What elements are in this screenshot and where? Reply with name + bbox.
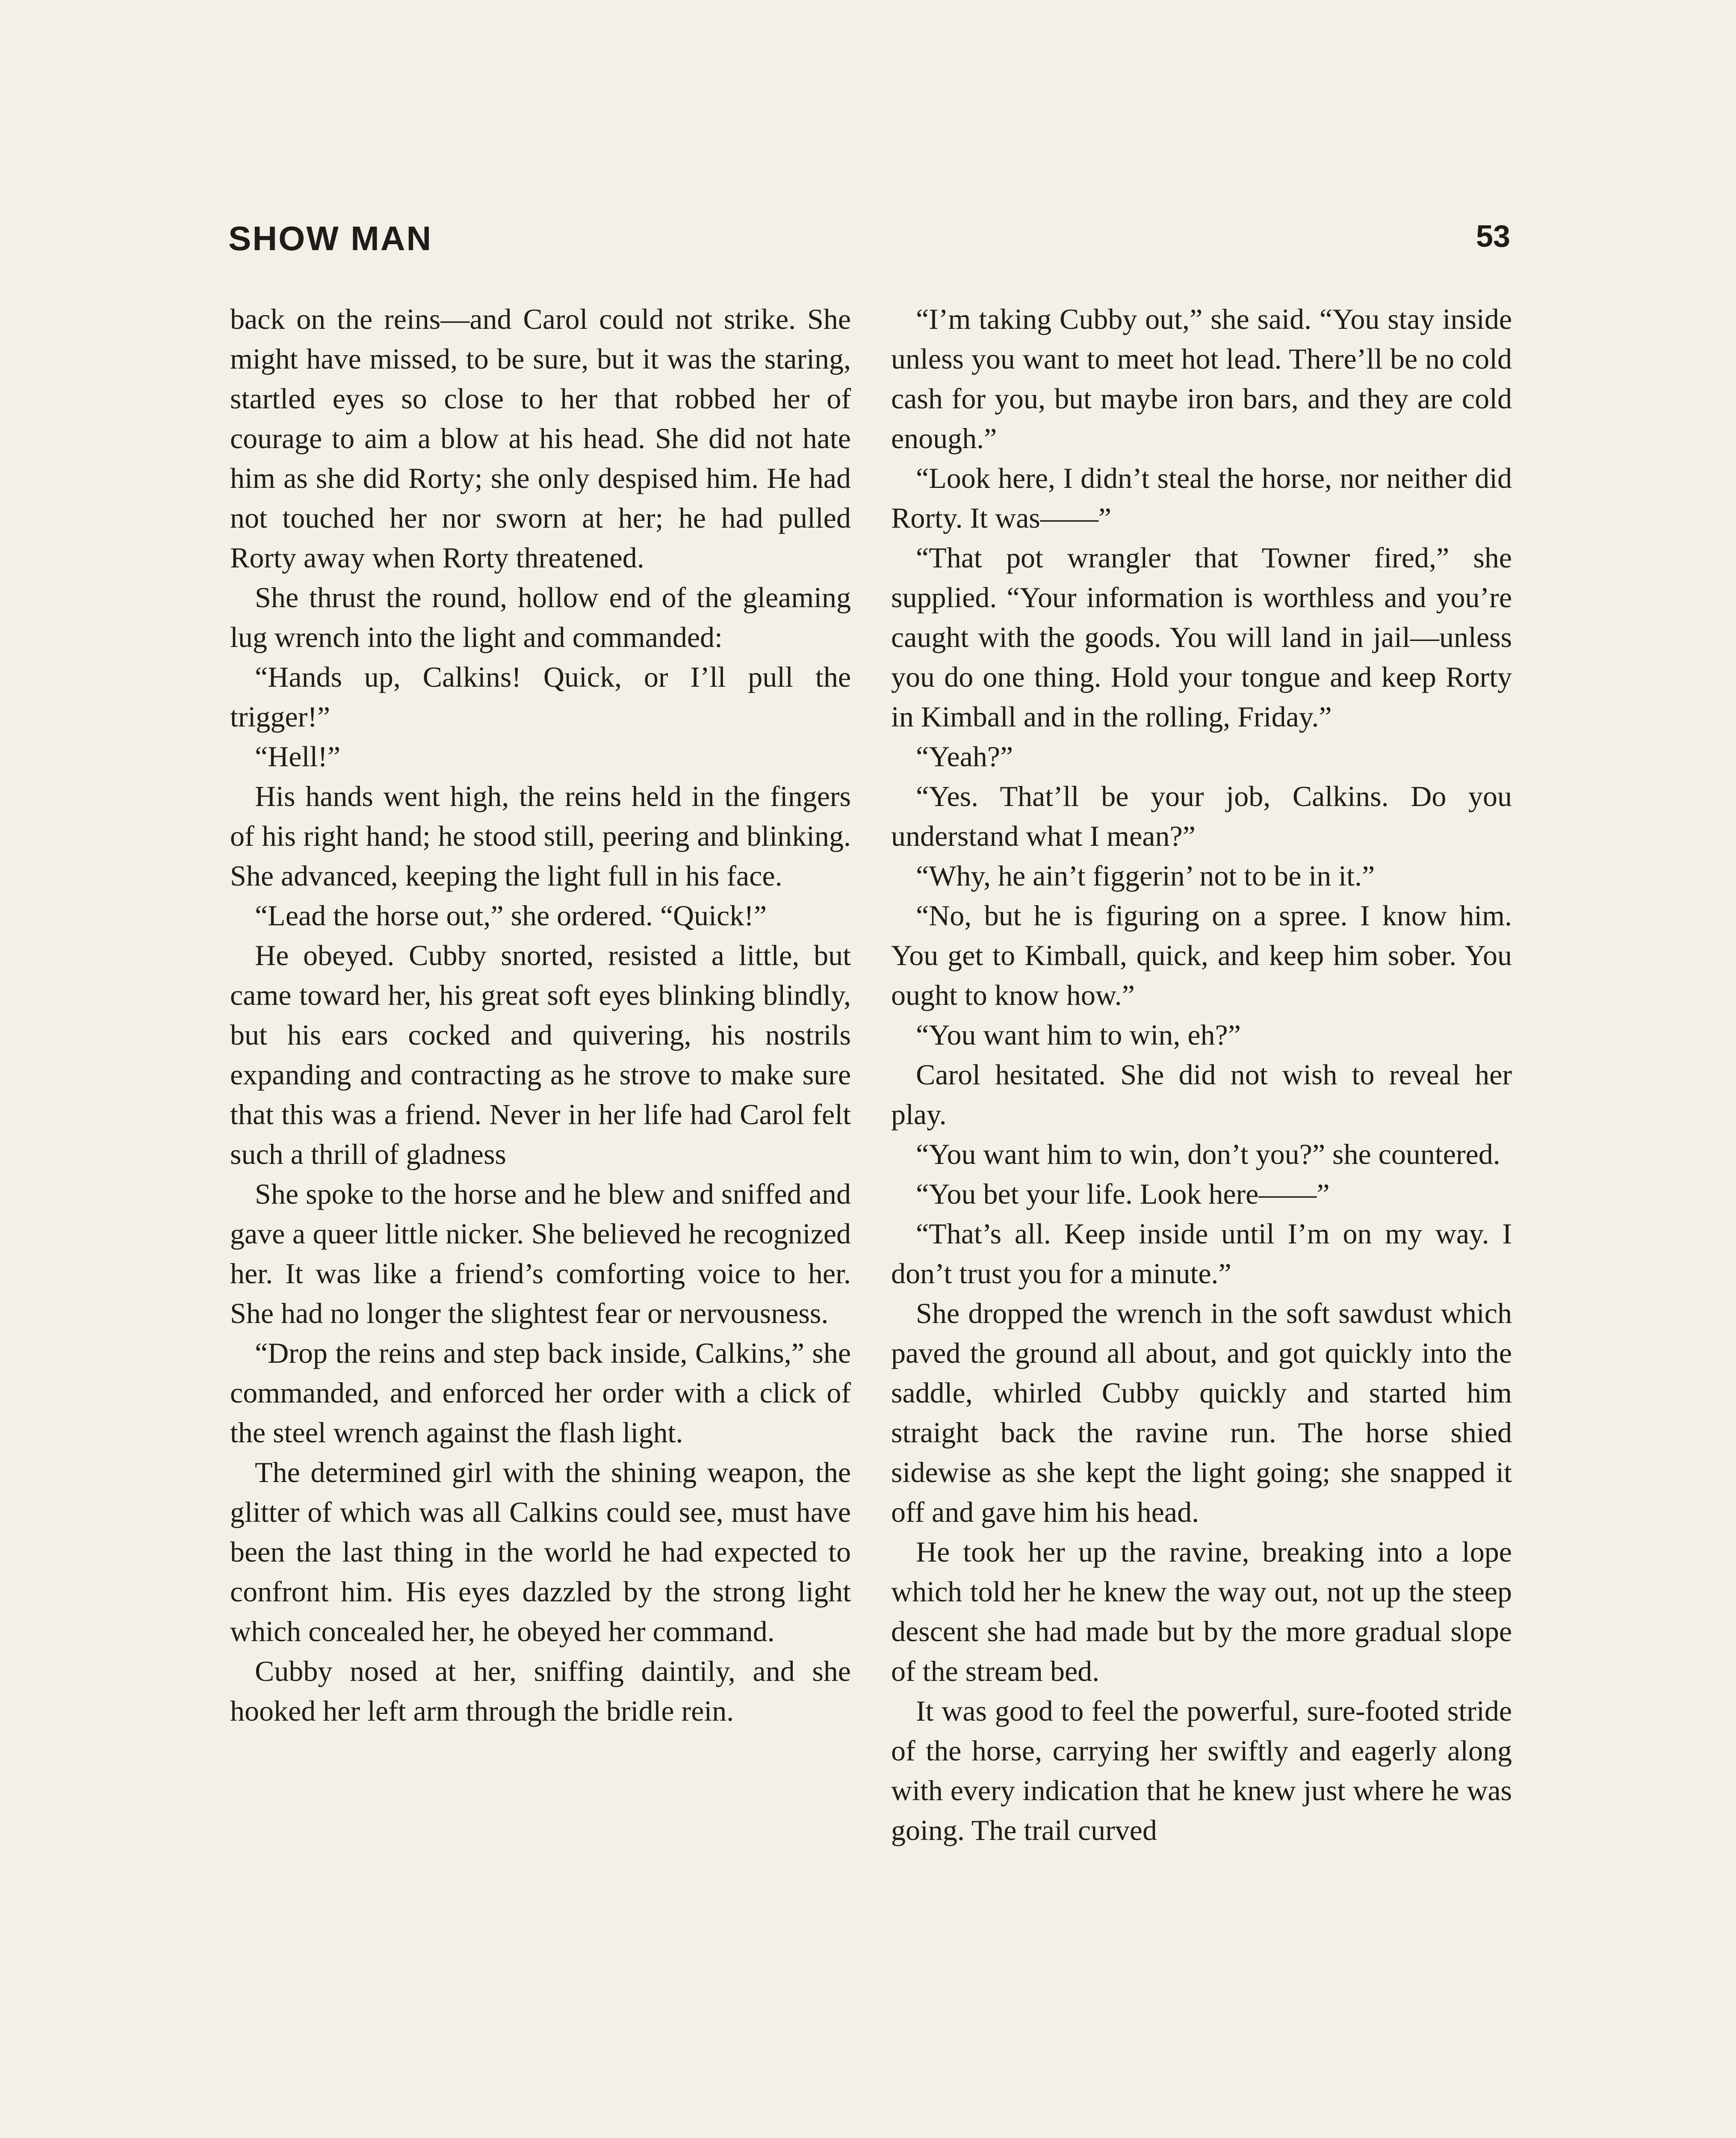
- paragraph: “Hell!”: [255, 740, 341, 773]
- paragraph: The determined girl with the shining weapon, the glitter of which was all Calkins could see, must have been the last thing in the world he had expected to confront him. His eyes dazzled by the strong light which concealed her, he obeyed her command.: [230, 1456, 851, 1648]
- page-header: [228, 219, 1510, 266]
- paragraph: “Lead the horse out,” she ordered. “Quick!”: [255, 899, 767, 932]
- paragraph: She thrust the round, hollow end of the gleaming lug wrench into the light and commanded:: [230, 581, 851, 653]
- paragraph: back on the reins—and Carol could not strike. She might have missed, to be sure, but it was the staring, startled eyes so close to her that robbed her of courage to aim a blow at his head. She did not hate him as she did Rorty; she only despised him. He had not touched her nor sworn at her; he had pulled Rorty away when Rorty threatened.: [230, 303, 851, 574]
- paragraph: “That’s all. Keep inside until I’m on my way. I don’t trust you for a minute.”: [891, 1217, 1512, 1290]
- paragraph: “You want him to win, don’t you?” she countered.: [916, 1138, 1500, 1170]
- left-text-column: [230, 299, 851, 1731]
- running-title: SHOW MAN: [228, 219, 433, 257]
- paragraph: He obeyed. Cubby snorted, resisted a little, but came toward her, his great soft eyes blinking blindly, but his ears cocked and quivering, his nostrils expanding and contracting as he strove to make sure that this was a friend. Never in her life had Carol felt such a thrill of gladness: [230, 939, 851, 1170]
- paragraph: It was good to feel the powerful, sure-footed stride of the horse, carrying her swiftly and eagerly along with every indication that he knew just where he was going. The trail curved: [891, 1695, 1512, 1846]
- paragraph: “That pot wrangler that Towner fired,” she supplied. “Your information is worthless and you’re caught with the goods. You will land in jail—unless you do one thing. Hold your tongue and keep Rorty in Kimball and in the rolling, Friday.”: [891, 541, 1512, 733]
- right-text-column: [891, 299, 1512, 1850]
- paragraph: “Hands up, Calkins! Quick, or I’ll pull the trigger!”: [230, 661, 851, 733]
- paragraph: “You bet your life. Look here——”: [916, 1178, 1330, 1210]
- paragraph: “No, but he is figuring on a spree. I know him. You get to Kimball, quick, and keep him sober. You ought to know how.”: [891, 899, 1512, 1011]
- paragraph: “I’m taking Cubby out,” she said. “You stay inside unless you want to meet hot lead. There’ll be no cold cash for you, but maybe iron bars, and they are cold enough.”: [891, 303, 1512, 455]
- paragraph: “Yes. That’ll be your job, Calkins. Do you understand what I mean?”: [891, 780, 1512, 852]
- paragraph: “Drop the reins and step back inside, Calkins,” she commanded, and enforced her order with a click of the steel wrench against the flash light.: [230, 1337, 851, 1449]
- paragraph: His hands went high, the reins held in the fingers of his right hand; he stood still, peering and blinking. She advanced, keeping the light full in his face.: [230, 780, 851, 892]
- paragraph: She spoke to the horse and he blew and sniffed and gave a queer little nicker. She believed he recognized her. It was like a friend’s comforting voice to her. She had no longer the slightest fear or nervousness.: [230, 1178, 851, 1329]
- paragraph: Carol hesitated. She did not wish to reveal her play.: [891, 1058, 1512, 1131]
- paragraph: She dropped the wrench in the soft sawdust which paved the ground all about, and got quickly into the saddle, whirled Cubby quickly and started him straight back the ravine run. The horse shied sidewise as she kept the light going; she snapped it off and gave him his head.: [891, 1297, 1512, 1528]
- paragraph: “Why, he ain’t figgerin’ not to be in it.”: [916, 859, 1375, 892]
- paragraph: He took her up the ravine, breaking into a lope which told her he knew the way out, not up the steep descent she had made but by the more gradual slope of the stream bed.: [891, 1536, 1512, 1687]
- paragraph: “Yeah?”: [916, 740, 1013, 773]
- paragraph: “You want him to win, eh?”: [916, 1019, 1241, 1051]
- page-number: 53: [1476, 219, 1510, 254]
- paragraph: “Look here, I didn’t steal the horse, nor neither did Rorty. It was——”: [891, 462, 1512, 534]
- paragraph: Cubby nosed at her, sniffing daintily, and she hooked her left arm through the bridle rein.: [230, 1655, 851, 1727]
